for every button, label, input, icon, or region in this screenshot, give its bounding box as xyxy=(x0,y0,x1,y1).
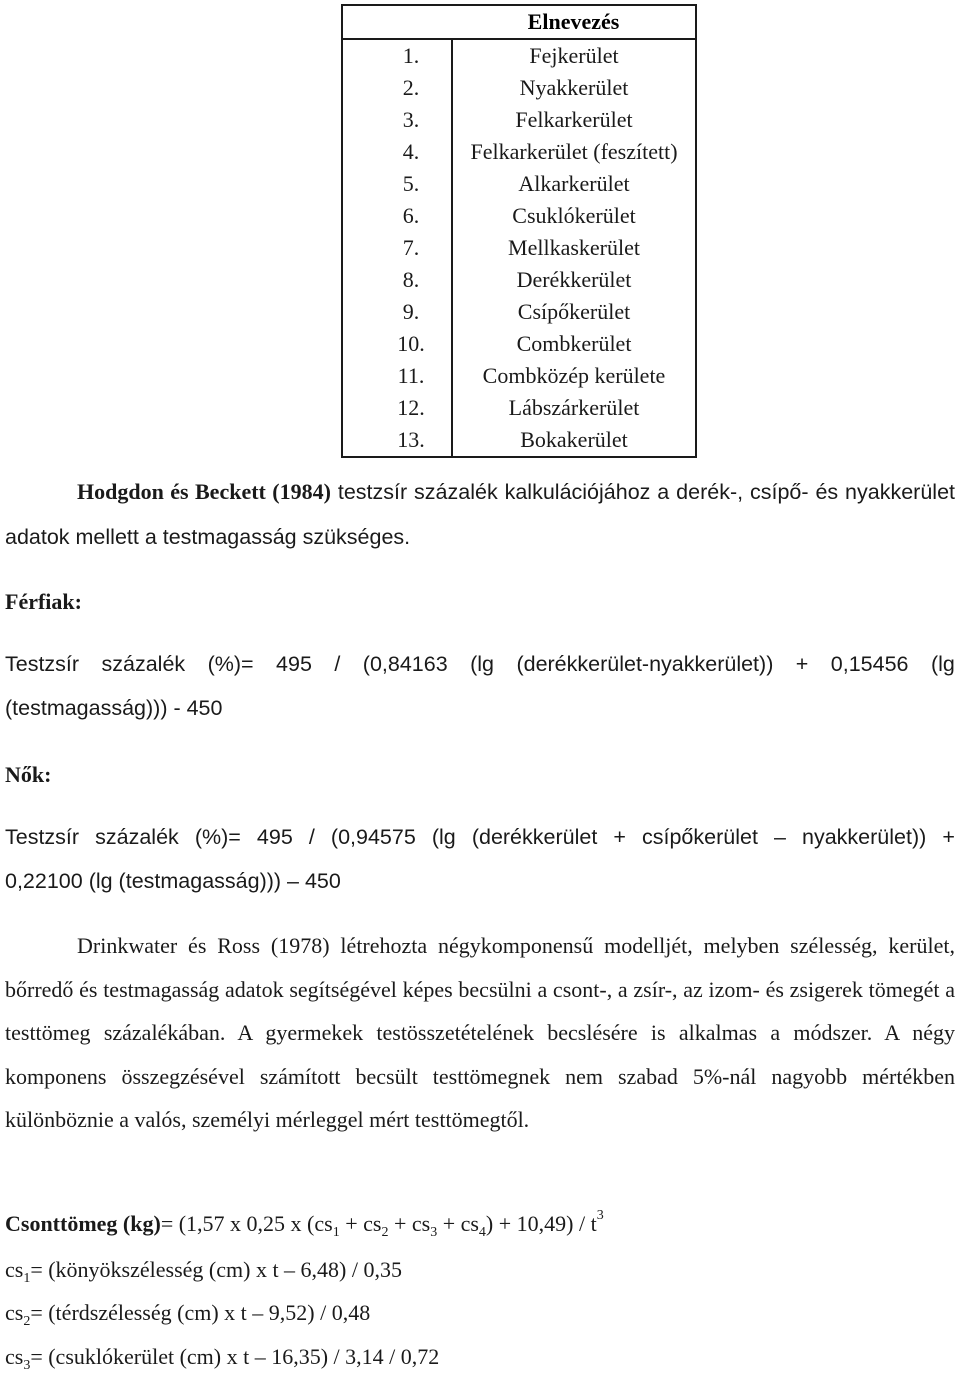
row-number: 10. xyxy=(397,331,425,356)
row-number: 3. xyxy=(402,107,420,132)
formula-word: nyakkerület)) xyxy=(802,825,927,849)
formula-word: / xyxy=(308,825,315,849)
row-name: Derékkerület xyxy=(452,264,696,296)
drinkwater-paragraph: Drinkwater és Ross (1978) létrehozta négykomponensű modelljét, melyben szélesség, kerület, bőrredő és testmagasság adatok segítségével képes becsülni a csont-, a zsír-, az izom- és zsigerek tömegét a testtömeg százalékában. A gyermekek testösszetételének becslésére is alkalmas a módszer. A négy komponens összegzésével számított becsült testtömegnek nem szabad 5%-nál nagyobb mértékben különböznie a valós, személyi mérleggel mért testtömegtől. xyxy=(5,933,955,1132)
row-number: 6. xyxy=(402,203,420,228)
formula-word: (%)= xyxy=(194,825,241,849)
formula-word: százalék xyxy=(101,652,186,676)
table-row xyxy=(342,104,696,136)
row-name: Felkarkerület xyxy=(452,104,696,136)
formula-word: (0,84163 xyxy=(362,652,448,676)
row-number: 13. xyxy=(397,427,425,452)
formula-word: + xyxy=(613,825,626,849)
table-row xyxy=(342,200,696,232)
intro-bold-text: Hodgdon és Beckett (1984) xyxy=(77,479,331,504)
row-name: Fejkerület xyxy=(452,39,696,72)
formula-word: – xyxy=(773,825,786,849)
men-formula-line1 xyxy=(5,652,955,677)
row-name: Lábszárkerület xyxy=(452,392,696,424)
formula-word: (derékkerület-nyakkerület)) xyxy=(516,652,774,676)
table-body xyxy=(342,39,696,457)
measurement-table xyxy=(341,4,697,458)
table-row xyxy=(342,392,696,424)
formula-word: (lg xyxy=(431,825,456,849)
formula-word: + xyxy=(942,825,955,849)
table-row xyxy=(342,360,696,392)
table-header-row xyxy=(342,5,696,39)
row-number: 8. xyxy=(402,267,420,292)
intro-text: testzsír százalék kalkulációjához a derék-, csípő- és nyakkerület adatok mellett a testmagasság szükséges. xyxy=(5,480,955,549)
row-name: Felkarkerület (feszített) xyxy=(452,136,696,168)
formula-word: (lg xyxy=(930,652,955,676)
intro-paragraph xyxy=(5,470,955,559)
row-number: 7. xyxy=(402,235,420,260)
table-row xyxy=(342,136,696,168)
formula-word: / xyxy=(334,652,341,676)
row-number: 2. xyxy=(402,75,420,100)
row-name: Mellkaskerület xyxy=(452,232,696,264)
formula-word: 495 xyxy=(256,825,293,849)
bone-mass-label: Csonttömeg (kg) xyxy=(5,1211,161,1236)
row-number: 11. xyxy=(397,363,425,388)
cs1-formula: $cs_1=$ (könyökszélesség (cm) x t – 6,48) / 0,35 xyxy=(5,1257,402,1286)
table-row xyxy=(342,168,696,200)
formula-word: (%)= xyxy=(207,652,254,676)
row-number: 12. xyxy=(397,395,425,420)
table-row xyxy=(342,39,696,72)
women-formula-line1 xyxy=(5,825,955,850)
table-row xyxy=(342,328,696,360)
men-formula-words xyxy=(5,652,955,677)
formula-word: 495 xyxy=(276,652,312,676)
row-name: Csípőkerület xyxy=(452,296,696,328)
formula-word: Testzsír xyxy=(5,825,80,849)
row-number: 5. xyxy=(402,171,420,196)
formula-word: csípőkerület xyxy=(642,825,758,849)
table-row xyxy=(342,264,696,296)
table-row xyxy=(342,72,696,104)
women-formula-line2: 0,22100 (lg (testmagasság))) – 450 xyxy=(5,869,341,893)
row-number: 9. xyxy=(402,299,420,324)
cs2-formula: $cs_2=$ (térdszélesség (cm) x t – 9,52) / 0,48 xyxy=(5,1300,371,1329)
formula-word: 0,15456 xyxy=(830,652,909,676)
table-row xyxy=(342,232,696,264)
row-name: Combkerület xyxy=(452,328,696,360)
row-number: 1. xyxy=(402,43,420,68)
formula-word: Testzsír xyxy=(5,652,80,676)
formula-word: (0,94575 xyxy=(330,825,416,849)
formula-word: (derékkerület xyxy=(471,825,598,849)
men-heading: Férfiak: xyxy=(5,589,82,614)
row-number: 4. xyxy=(402,139,420,164)
formula-word: (lg xyxy=(470,652,495,676)
table-header: Elnevezés xyxy=(452,5,696,39)
women-heading: Nők: xyxy=(5,762,52,787)
cs3-formula: $cs_3=$ (csuklókerület (cm) x t – 16,35) / 3,14 / 0,72 xyxy=(5,1344,440,1373)
row-name: Csuklókerület xyxy=(452,200,696,232)
men-formula-line2: (testmagasság))) - 450 xyxy=(5,696,223,720)
formula-word: százalék xyxy=(95,825,179,849)
table-row xyxy=(342,296,696,328)
row-name: Combközép kerülete xyxy=(452,360,696,392)
row-name: Alkarkerület xyxy=(452,168,696,200)
bone-mass-formula: Csonttömeg (kg)= (1,57 x 0,25 x $(cs_1 + cs_2 + cs_3 + cs_4) + 10,49) / t^3$ xyxy=(5,1208,604,1240)
women-formula-words xyxy=(5,825,955,850)
row-name: Nyakkerület xyxy=(452,72,696,104)
formula-word: + xyxy=(795,652,809,676)
table-row xyxy=(342,424,696,457)
row-name: Bokakerület xyxy=(452,424,696,457)
